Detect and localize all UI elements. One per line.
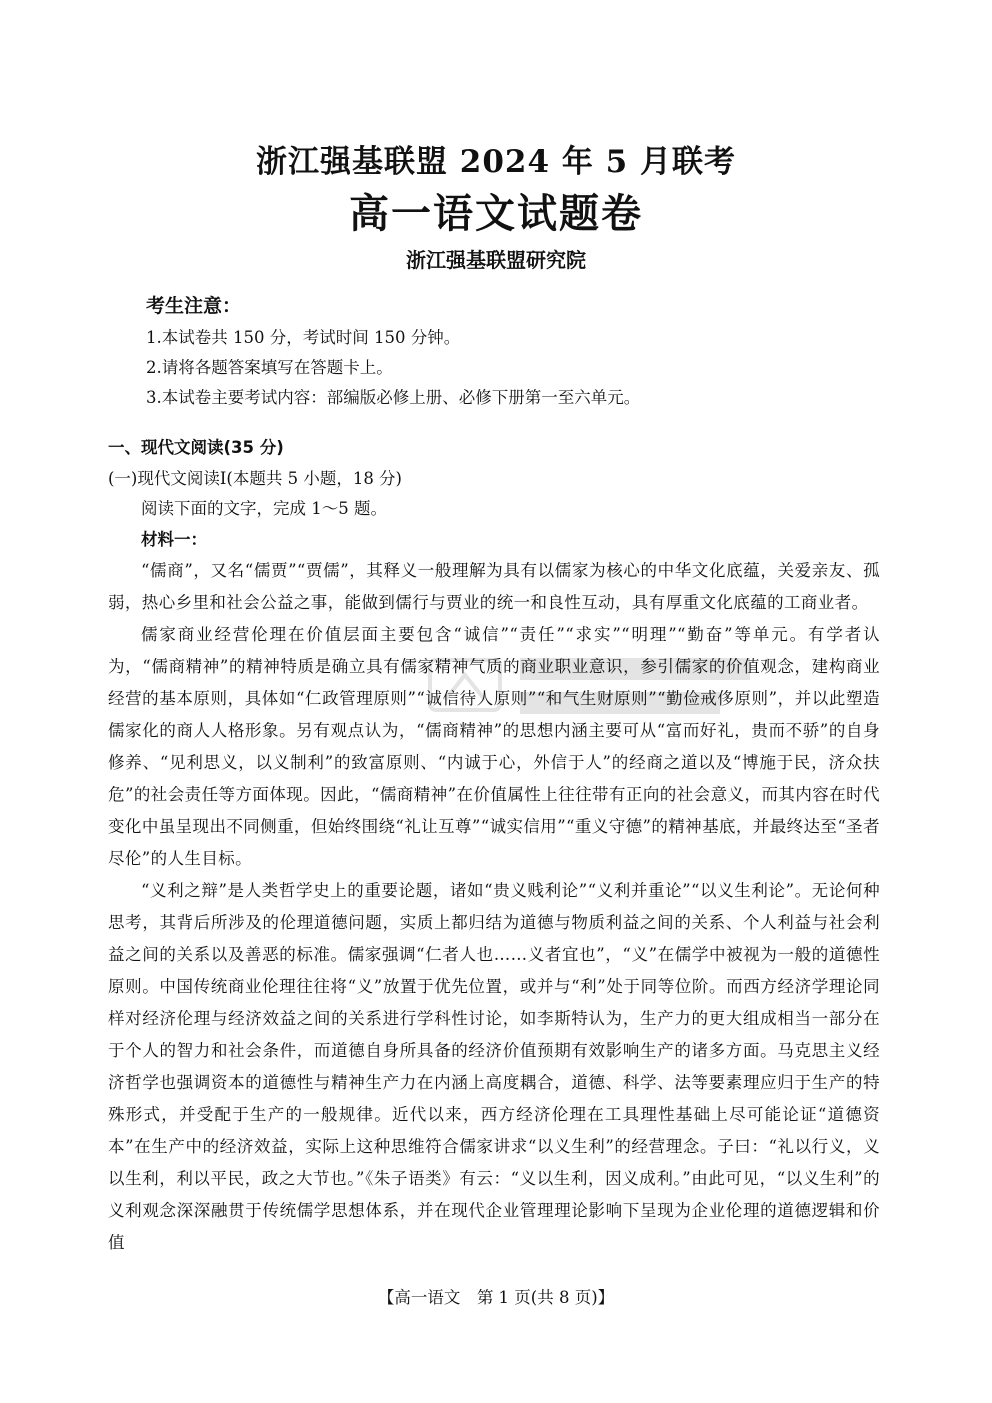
page-footer: 【高一语文 第 1 页(共 8 页)】 [377,1288,615,1307]
passage-paragraph: “义利之辩”是人类哲学史上的重要论题，诸如“贵义贱利论”“义利并重论”“以义生利论”。无论何种思考，其背后所涉及的伦理道德问题，实质上都归结为道德与物质利益之间的关系、个人利益与社会利益之间的关系以及善恶的标准。儒家强调“仁者人也……义者宜也”，“义”在儒学中被视为一般的道德性原则。中国传统商业伦理往往将“义”放置于优先位置，或并与“利”处于同等位阶。而西方经济学理论同样对经济伦理与经济效益之间的关系进行学科性讨论，如李斯特认为，生产力的更大组成相当一部分在于个人的智力和社会条件，而道德自身所具备的经济价值预期有效影响生产的诸多方面。马克思主义经济哲学也强调资本的道德性与精神生产力在内涵上高度耦合，道德、科学、法等要素理应归于生产的特殊形式，并受配于生产的一般规律。近代以来，西方经济伦理在工具理性基础上尽可能论证“道德资本”在生产中的经济效益，实际上这种思维符合儒家讲求“以义生利”的经营理念。子曰：“礼以行义，义以生利，利以平民，政之大节也。”《朱子语类》有云：“义以生利，因义成利。”由此可见，“以义生利”的义利观念深深融贯于传统儒学思想体系，并在现代企业管理理论影响下呈现为企业伦理的道德逻辑和价值 [108,881,880,1252]
reading-passage [108,555,880,1259]
section-instruction: 阅读下面的文字，完成 1～5 题。 [141,499,387,518]
section-part-title: 一、现代文阅读(35 分) [108,438,284,457]
exam-subtitle: 高一语文试题卷 [349,190,643,237]
notice-heading: 考生注意： [146,295,242,317]
passage-paragraph: “儒商”，又名“儒贾”“贾儒”，其释义一般理解为具有以儒家为核心的中华文化底蕴，关爱亲友、孤弱，热心乡里和社会公益之事，能做到儒行与贾业的统一和良性互动，具有厚重文化底蕴的工商业者。 [108,561,880,612]
notice-item: 1.本试卷共 150 分，考试时间 150 分钟。 [146,328,461,347]
notice-item: 3.本试卷主要考试内容：部编版必修上册、必修下册第一至六单元。 [146,388,641,407]
candidate-notice [146,289,866,413]
organization-name: 浙江强基联盟研究院 [406,248,586,272]
section-sub-title: (一)现代文阅读Ⅰ(本题共 5 小题，18 分) [108,469,402,488]
material-label: 材料一： [141,530,207,549]
exam-title: 浙江强基联盟 2024 年 5 月联考 [255,144,737,180]
notice-item: 2.请将各题答案填写在答题卡上。 [146,358,393,377]
section-header [108,432,888,556]
passage-paragraph: 儒家商业经营伦理在价值层面主要包含“诚信”“责任”“求实”“明理”“勤奋”等单元。有学者认为，“儒商精神”的精神特质是确立具有儒家精神气质的商业职业意识，参引儒家的价值观念，建构商业经营的基本原则，具体如“仁政管理原则”“诚信待人原则”“和气生财原则”“勤俭戒侈原则”，并以此塑造儒家化的商人人格形象。另有观点认为，“儒商精神”的思想内涵主要可从“富而好礼，贵而不骄”的自身修养、“见利思义，以义制利”的致富原则、“内诚于心，外信于人”的经商之道以及“博施于民，济众扶危”的社会责任等方面体现。因此，“儒商精神”在价值属性上往往带有正向的社会意义，而其内容在时代变化中虽呈现出不同侧重，但始终围绕“礼让互尊”“诚实信用”“重义守德”的精神基底，并最终达至“圣者尽伦”的人生目标。 [108,625,880,868]
